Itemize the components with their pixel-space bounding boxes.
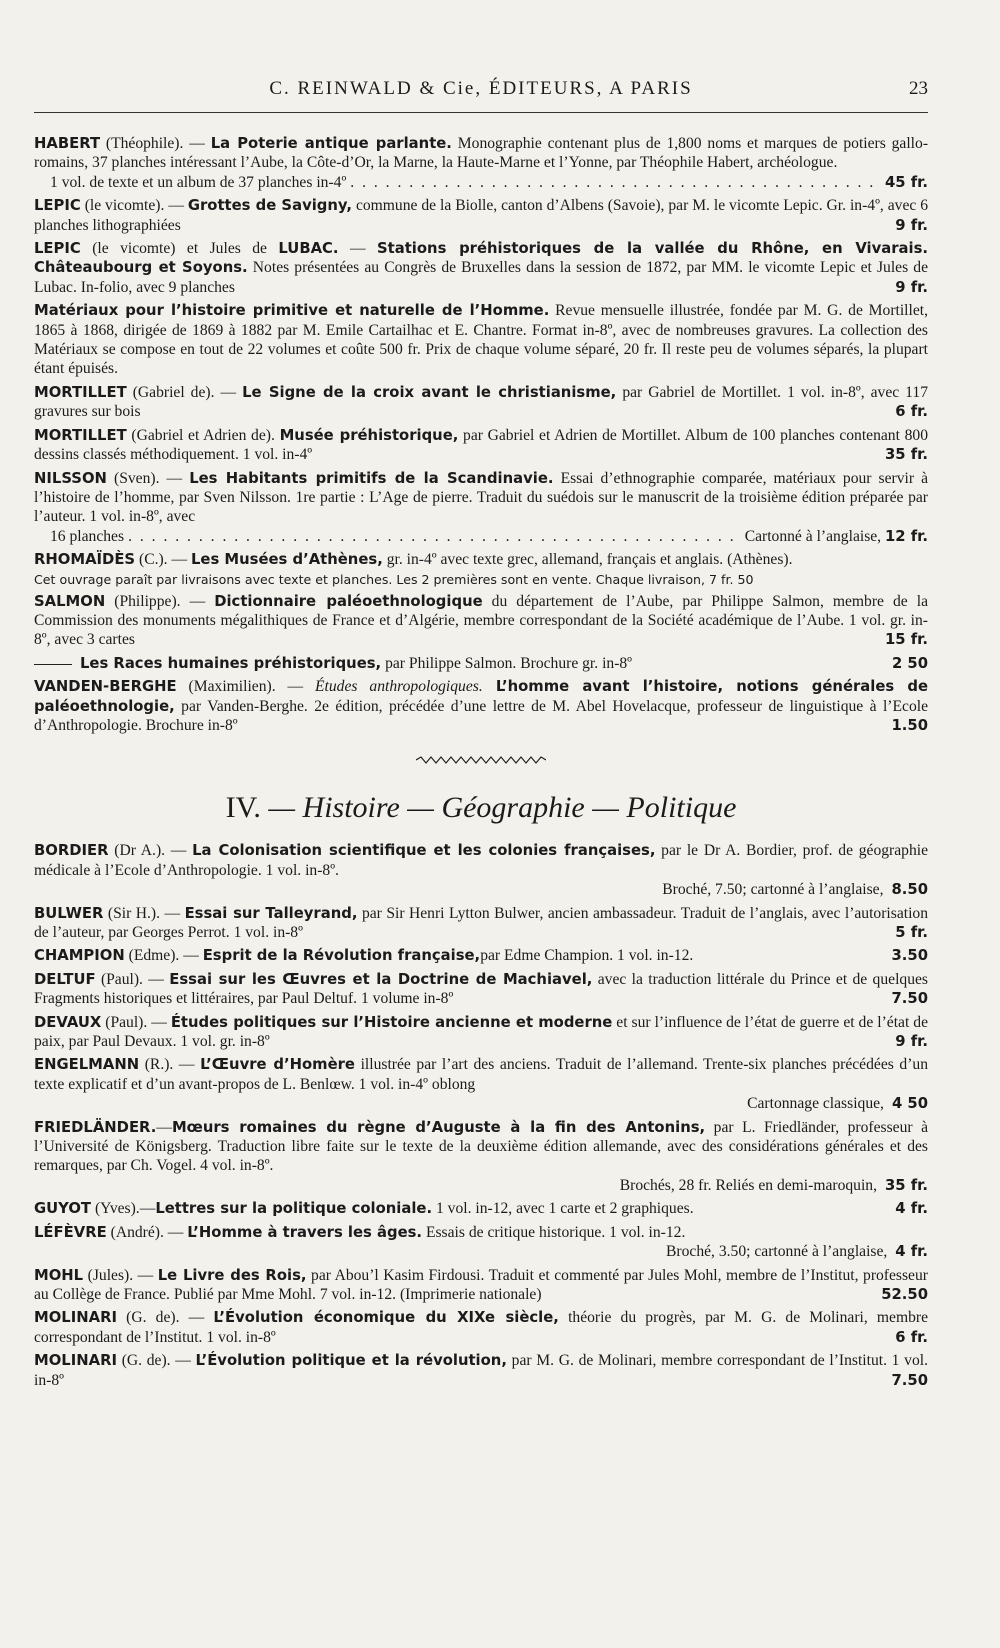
price: 7.50 xyxy=(891,990,928,1008)
price: 4 fr. xyxy=(895,1243,928,1261)
price: 5 fr. xyxy=(895,924,928,941)
catalog-entry: MOLINARI (G. de). — L’Évolution politique et la révolution, par M. G. de Molinari, membre correspondant de l’Institut. 1 vol. in-8º 7.50 xyxy=(34,1352,929,1389)
price: 52.50 xyxy=(881,1285,928,1303)
price: 45 fr. xyxy=(885,173,928,191)
price: 35 fr. xyxy=(885,446,928,464)
catalog-entry-races: Les Races humaines préhistoriques, par Philippe Salmon. Brochure gr. in-8º 2 50 xyxy=(34,654,928,673)
section-heading: IV. — Histoire — Géographie — Politique xyxy=(225,791,737,825)
catalog-entry: DELTUF (Paul). — Essai sur les Œuvres et la Doctrine de Machiavel, avec la traduction littérale du Prince et de quelques Fragments historiques et littéraires, par Paul Deltuf. 1 volume in-8º 7.50 xyxy=(34,970,928,1008)
catalog-entry-vanden-berghe: VANDEN-BERGHE (Maximilien). — Études anthropologiques. L’homme avant l’histoire, notions générales de paléoethnologie, par Vanden-Berghe. 2e édition, précédée d’une lettre de M. Abel Hovelacque, professeur de linguistique à l’Ecole d’Anthropologie. Brochure in-8º 1.50 xyxy=(34,678,928,734)
catalog-entry: FRIEDLÄNDER.—Mœurs romaines du règne d’Auguste à la fin des Antonins, par L. Friedländer, professeur à l’Université de Königsberg. Traduction libre faite sur le texte de la deuxième édition allemande, avec des considérations générales et des remarques, par Ch. Vogel. 4 vol. in-8º. Brochés, 28 fr. Reliés en demi-maroquin, 35 fr. xyxy=(34,1118,928,1194)
catalog-entry: MOHL (Jules). — Le Livre des Rois, par Abou’l Kasim Firdousi. Traduit et commenté par Jules Mohl, membre de l’Institut, professeur au Collège de France. Publié par Mme Mohl. 7 vol. in-12. (Imprimerie nationale) 52.50 xyxy=(34,1266,928,1303)
entries-mid xyxy=(34,592,928,650)
price: 4 fr. xyxy=(895,1200,928,1218)
price: 4 50 xyxy=(891,1095,928,1113)
price: 9 fr. xyxy=(895,1033,928,1051)
price: 12 fr. xyxy=(885,527,928,545)
price: 15 fr. xyxy=(885,631,928,649)
catalog-entry: LEPIC (le vicomte) et Jules de LUBAC. — Stations préhistoriques de la vallée du Rhône, en Vivarais. Châteaubourg et Soyons. Notes présentées au Congrès de Bruxelles dans la session de 1872, par MM. le vicomte Lepic et Jules de Lubac. In-folio, avec 9 planches 9 fr. xyxy=(34,240,928,296)
header-title: C. REINWALD & Cie, ÉDITEURS, A PARIS xyxy=(269,78,693,99)
catalog-entry: ENGELMANN (R.). — L’Œuvre d’Homère illustrée par l’art des anciens. Traduit de l’allemand. Trente-six planches précédées d’un texte explicatif et d’un avant-propos de L. Benlœw. 1 vol. in-4º oblong Cartonnage classique, 4 50 xyxy=(34,1056,928,1113)
entries-top xyxy=(34,134,928,570)
price: 35 fr. xyxy=(885,1176,928,1194)
catalog-entry: MORTILLET (Gabriel de). — Le Signe de la croix avant le christianisme, par Gabriel de Mortillet. 1 vol. in-8º, avec 117 gravures sur bois 6 fr. xyxy=(34,383,928,421)
price: 9 fr. xyxy=(895,278,928,296)
catalog-entry: MOLINARI (G. de). — L’Évolution économique du XIXe siècle, théorie du progrès, par M. G. de Molinari, membre correspondant de l’Institut. 1 vol. in-8º 6 fr. xyxy=(34,1309,929,1346)
page-number: 23 xyxy=(909,78,928,99)
em-dash-leader xyxy=(34,664,72,665)
catalog-entry: HABERT (Théophile). — La Poterie antique parlante. Monographie contenant plus de 1,800 noms et marques de potiers gallo-romains, 37 planches intéressant l’Aube, la Côte-d’Or, la Marne, la Haute-Marne et l’Yonne, par Théophile Habert, archéologue. 1 vol. de texte et un album de 37 planches in-4º . . . 45 fr. xyxy=(34,134,928,192)
price: 3.50 xyxy=(891,947,928,965)
price: 9 fr. xyxy=(895,216,928,234)
catalog-entry: NILSSON (Sven). — Les Habitants primitifs de la Scandinavie. Essai d’ethnographie comparée, matériaux pour servir à l’histoire de l’homme, par Sven Nilsson. 1re partie : L’Age de pierre. Traduit du suédois sur le manuscrit de la troisième édition préparée par l’auteur. 1 vol. in-8º, avec 16 planches . . . Cartonné à l’anglaise, 12 fr. xyxy=(34,469,928,547)
catalog-entry: LEPIC (le vicomte). — Grottes de Savigny, commune de la Biolle, canton d’Albens (Savoie), par M. le vicomte Lepic. Gr. in-4º, avec 6 planches lithographiées 9 fr. xyxy=(34,197,929,234)
running-header xyxy=(34,76,928,113)
note-athenes: Cet ouvrage paraît par livraisons avec texte et planches. Les 2 premières sont en vente. Chaque livraison, 7 fr. 50 xyxy=(34,571,754,587)
ornamental-divider xyxy=(34,751,928,769)
price: 1.50 xyxy=(891,716,928,734)
catalog-entry: SALMON (Philippe). — Dictionnaire paléoethnologique du département de l’Aube, par Philippe Salmon, membre de la Commission des monuments mégalithiques de France et d’Algérie, membre correspondant de la Société académique de l’Aube. 1 vol. gr. in-8º, avec 3 cartes 15 fr. xyxy=(34,592,928,649)
catalog-entry: Matériaux pour l’histoire primitive et naturelle de l’Homme. Revue mensuelle illustrée, fondée par M. G. de Mortillet, 1865 à 1868, dirigée de 1869 à 1882 par M. Emile Cartailhac et E. Chantre. Format in-8º, avec de nombreuses gravures. La collection des Matériaux se compose en tout de 22 volumes et coûte 500 fr. Prix de chaque volume séparé, 20 fr. Il reste peu de volumes séparés, la plupart étant épuisés. xyxy=(34,302,928,378)
catalog-entries xyxy=(34,134,928,1394)
catalog-entry: MORTILLET (Gabriel et Adrien de). Musée préhistorique, par Gabriel et Adrien de Mortillet. Album de 100 planches contenant 800 dessins classés méthodiquement. 1 vol. in-4º 35 fr. xyxy=(34,426,928,464)
catalog-entry: BULWER (Sir H.). — Essai sur Talleyrand, par Sir Henri Lytton Bulwer, ancien ambassadeur. Traduit de l’anglais, avec l’autorisation de l’auteur, par Georges Perrot. 1 vol. in-8º 5 fr. xyxy=(34,904,929,941)
catalog-entry: GUYOT (Yves).—Lettres sur la politique coloniale. 1 vol. in-12, avec 1 carte et 2 graphiques. 4 fr. xyxy=(34,1200,928,1218)
catalog-entry: RHOMAÏDÈS (C.). — Les Musées d’Athènes, gr. in-4º avec texte grec, allemand, français et anglais. (Athènes). xyxy=(34,551,793,569)
price: 6 fr. xyxy=(895,403,928,421)
catalog-entry: LÉFÈVRE (André). — L’Homme à travers les âges. Essais de critique historique. 1 vol. in-12. Broché, 3.50; cartonné à l’anglaise, 4 fr. xyxy=(34,1223,928,1261)
catalog-entry: BORDIER (Dr A.). — La Colonisation scientifique et les colonies françaises, par le Dr A. Bordier, prof. de géographie médicale à l’Ecole d’Anthropologie. 1 vol. in-8º. Broché, 7.50; cartonné à l’anglaise, 8.50 xyxy=(34,842,929,899)
price: 6 fr. xyxy=(895,1328,928,1346)
price: 8.50 xyxy=(891,881,928,899)
price: 2 50 xyxy=(891,654,928,672)
catalog-entry: CHAMPION (Edme). — Esprit de la Révolution française,par Edme Champion. 1 vol. in-12. 3.50 xyxy=(34,947,928,965)
catalog-entry: DEVAUX (Paul). — Études politiques sur l’Histoire ancienne et moderne et sur l’influence de l’état de guerre et de l’état de paix, par Paul Devaux. 1 vol. gr. in-8º 9 fr. xyxy=(34,1013,928,1051)
price: 7.50 xyxy=(891,1371,928,1389)
entries-bottom xyxy=(34,841,928,1390)
